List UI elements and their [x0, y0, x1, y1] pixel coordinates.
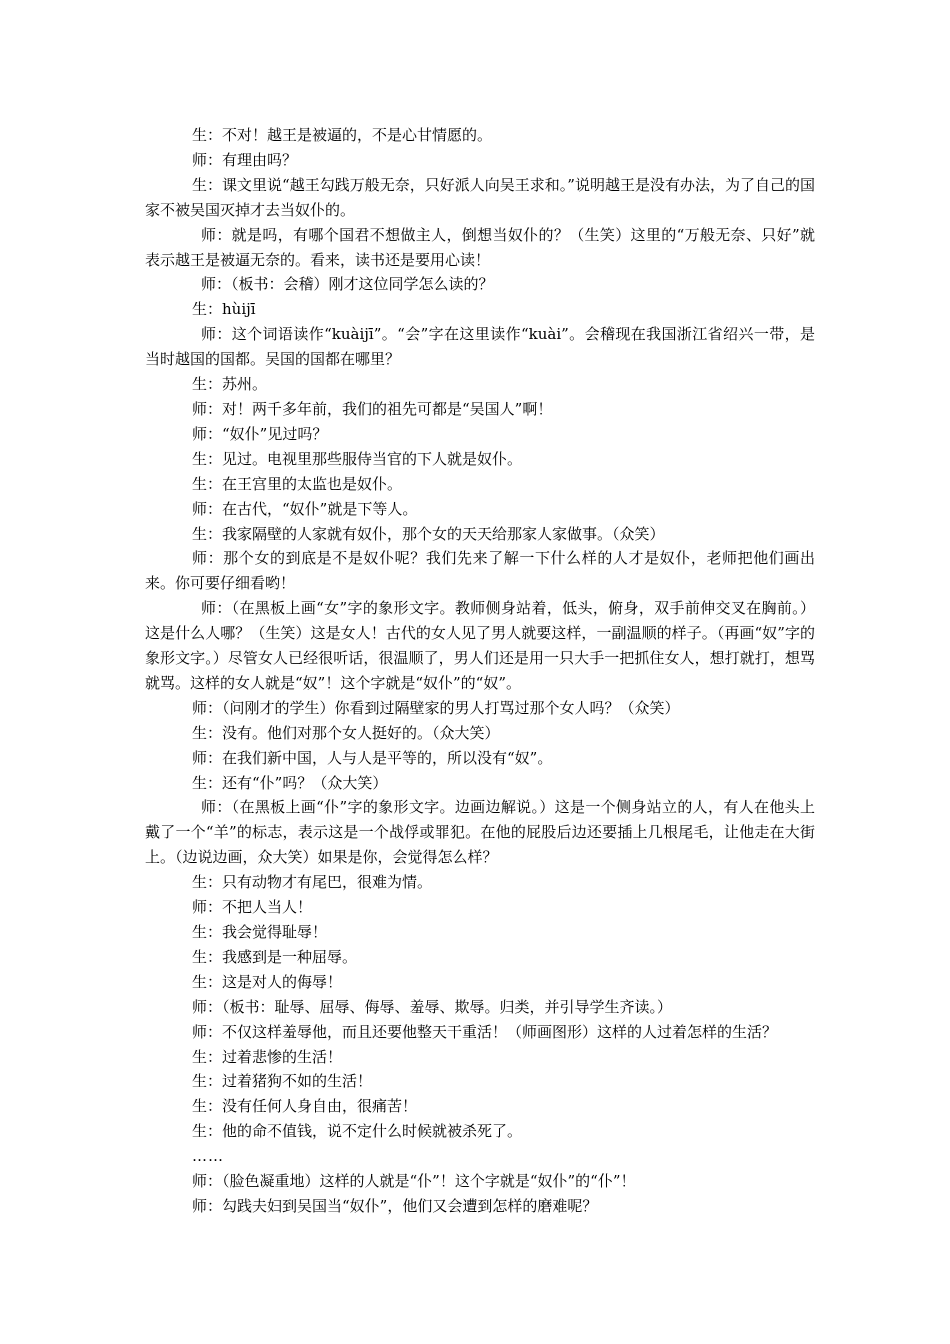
paragraph: 生：只有动物才有尾巴，很难为情。	[192, 873, 433, 892]
paragraph: 生：这是对人的侮辱！	[192, 972, 343, 991]
paragraph: 师：对！两千多年前，我们的祖先可都是“吴国人”啊！	[192, 399, 553, 418]
paragraph: 生：课文里说“越王勾践万般无奈，只好派人向吴王求和。”说明越王是没有办法，为了自己的国家不被吴国灭掉才去当奴仆的。	[145, 175, 815, 219]
paragraph: 师：不把人当人！	[192, 898, 313, 917]
paragraph: 生：见过。电视里那些服侍当官的下人就是奴仆。	[192, 449, 523, 468]
paragraph: 师：（脸色凝重地）这样的人就是“仆”！这个字就是“奴仆”的“仆”！	[192, 1172, 636, 1191]
paragraph: 师：（板书：会稽）刚才这位同学怎么读的？	[201, 275, 494, 294]
paragraph: 生：没有。他们对那个女人挺好的。（众大笑）	[192, 723, 500, 742]
paragraph: 生：过着猪狗不如的生活！	[192, 1072, 373, 1091]
paragraph: 生：苏州。	[192, 375, 268, 394]
paragraph: 生：我感到是一种屈辱。	[192, 947, 358, 966]
paragraph: 师：（板书：耻辱、屈辱、侮辱、羞辱、欺辱。归类，并引导学生齐读。）	[192, 997, 673, 1016]
document-body	[145, 123, 815, 1219]
paragraph: 生：没有任何人身自由，很痛苦！	[192, 1097, 418, 1116]
paragraph: 生：我会觉得耻辱！	[192, 923, 328, 941]
paragraph: 生：我家隔壁的人家就有奴仆，那个女的天天给那家人家做事。（众笑）	[192, 524, 665, 543]
paragraph: 生：还有“仆”吗？（众大笑）	[192, 773, 388, 792]
paragraph: 生：在王宫里的太监也是奴仆。	[192, 474, 403, 493]
paragraph: 师：勾践夫妇到吴国当“奴仆”，他们又会遭到怎样的磨难呢？	[192, 1196, 598, 1215]
paragraph: 生：hùijī	[192, 300, 256, 319]
paragraph: 师：就是吗，有哪个国君不想做主人，倒想当奴仆的？（生笑）这里的“万般无奈、只好”就表示越王是被逼无奈的。看来，读书还是要用心读！	[145, 225, 815, 269]
paragraph: 生：不对！越王是被逼的，不是心甘情愿的。	[192, 126, 493, 144]
paragraph: 师：那个女的到底是不是奴仆呢？我们先来了解一下什么样的人才是奴仆，老师把他们画出来。你可要仔细看哟！	[145, 549, 815, 593]
paragraph: 师：“奴仆”见过吗？	[192, 424, 328, 443]
paragraph: 师：（在黑板上画“仆”字的象形文字。边画边解说。）这是一个侧身站立的人，有人在他头上戴了一个“羊”的标志，表示这是一个战俘或罪犯。在他的屁股后边还要插上几根尾毛，让他走在大街上。（边说边画，众大笑）如果是你，会觉得怎么样？	[145, 798, 815, 867]
paragraph: 师：不仅这样羞辱他，而且还要他整天干重活！（师画图形）这样的人过着怎样的生活？	[192, 1022, 778, 1041]
paragraph: 师：这个词语读作“kuàijī”。“会”字在这里读作“kuài”。会稽现在我国浙江省绍兴一带，是当时越国的国都。吴国的国都在哪里？	[145, 325, 815, 369]
paragraph: 师：在古代，“奴仆”就是下等人。	[192, 499, 418, 518]
paragraph: 生：他的命不值钱，说不定什么时候就被杀死了。	[192, 1122, 523, 1141]
paragraph: 师：（在黑板上画“女”字的象形文字。教师侧身站着，低头，俯身，双手前伸交叉在胸前。）这是什么人哪？（生笑）这是女人！古代的女人见了男人就要这样，一副温顺的样子。（再画“奴”字的象形文字。）尽管女人已经很听话，很温顺了，男人们还是用一只大手一把抓住女人，想打就打，想骂就骂。这样的女人就是“奴”！这个字就是“奴仆”的“奴”。	[145, 599, 815, 692]
ellipsis-line: ……	[192, 1147, 224, 1166]
paragraph: 师：在我们新中国，人与人是平等的，所以没有“奴”。	[192, 748, 553, 767]
paragraph: 生：过着悲惨的生活！	[192, 1047, 343, 1066]
paragraph: 师：有理由吗？	[192, 150, 298, 169]
paragraph: 师：（问刚才的学生）你看到过隔壁家的男人打骂过那个女人吗？（众笑）	[192, 698, 680, 717]
